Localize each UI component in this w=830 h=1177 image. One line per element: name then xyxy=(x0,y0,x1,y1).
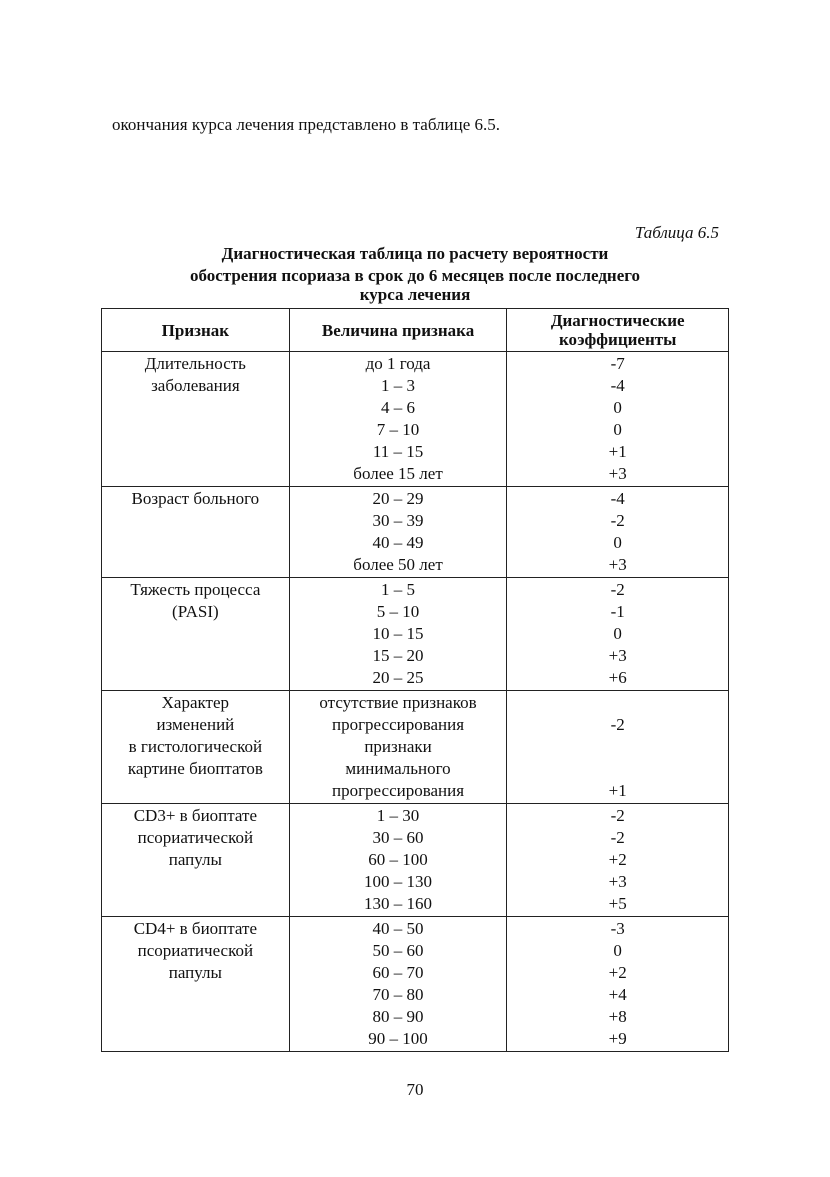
sign-line: (PASI) xyxy=(172,602,219,621)
value-line: 4 – 6 xyxy=(381,398,416,417)
value-line: более 15 лет xyxy=(353,464,443,483)
coefficient-cell xyxy=(507,691,729,804)
coefficient-cell xyxy=(507,578,729,691)
coefficient-line: +1 xyxy=(608,781,627,800)
coefficient-line: +1 xyxy=(608,442,627,461)
sign-line: в гистологической xyxy=(128,737,263,756)
sign-line xyxy=(102,645,289,667)
coefficient-line: -2 xyxy=(610,580,625,599)
table-header-row xyxy=(102,309,729,352)
value-line: 90 – 100 xyxy=(368,1029,428,1048)
header-coefficients-line: Диагностические xyxy=(550,311,685,330)
value-line: 7 – 10 xyxy=(376,420,420,439)
coefficient-line xyxy=(507,736,728,758)
coefficient-line: -2 xyxy=(610,715,625,734)
value-line: 60 – 70 xyxy=(372,963,424,982)
sign-line xyxy=(102,667,289,689)
value-line: признаки xyxy=(364,737,432,756)
value-line: прогрессирования xyxy=(331,781,465,800)
coefficient-line: -1 xyxy=(610,602,625,621)
sign-cell xyxy=(102,691,290,804)
sign-line xyxy=(102,554,289,576)
value-cell xyxy=(289,917,507,1052)
coefficient-line: +3 xyxy=(608,646,627,665)
coefficient-line: 0 xyxy=(613,420,622,439)
value-line: 1 – 3 xyxy=(381,376,416,395)
value-line: до 1 года xyxy=(365,354,431,373)
sign-line: папулы xyxy=(168,963,222,982)
table-row xyxy=(102,352,729,487)
coefficient-line: -2 xyxy=(610,511,625,530)
coefficient-line: +6 xyxy=(608,668,627,687)
sign-line xyxy=(102,1006,289,1028)
coefficient-line: +5 xyxy=(608,894,627,913)
coefficient-line: -2 xyxy=(610,828,625,847)
diagnostic-table xyxy=(101,308,729,1052)
value-line: 10 – 15 xyxy=(372,624,424,643)
value-line: 1 – 5 xyxy=(381,580,416,599)
value-line: прогрессирования xyxy=(331,715,465,734)
value-line: 20 – 25 xyxy=(372,668,424,687)
coefficient-line: +3 xyxy=(608,872,627,891)
coefficient-line: 0 xyxy=(613,941,622,960)
coefficient-cell xyxy=(507,917,729,1052)
sign-cell xyxy=(102,804,290,917)
coefficient-line: +8 xyxy=(608,1007,627,1026)
table-body xyxy=(102,352,729,1052)
sign-line: папулы xyxy=(168,850,222,869)
value-cell xyxy=(289,352,507,487)
table-label: Таблица 6.5 xyxy=(634,223,719,242)
table-row xyxy=(102,917,729,1052)
page-number: 70 xyxy=(406,1080,424,1099)
value-line: 11 – 15 xyxy=(372,442,424,461)
value-line: отсутствие признаков xyxy=(319,693,477,712)
coefficient-line: 0 xyxy=(613,624,622,643)
coefficient-line: +9 xyxy=(608,1029,627,1048)
table-title-line: обострения псориаза в срок до 6 месяцев после последнего xyxy=(189,266,641,285)
sign-line: Характер xyxy=(161,693,230,712)
sign-cell xyxy=(102,352,290,487)
coefficient-line: -7 xyxy=(610,354,625,373)
sign-line xyxy=(102,623,289,645)
value-line: 80 – 90 xyxy=(372,1007,424,1026)
sign-line: картине биоптатов xyxy=(127,759,263,778)
coefficient-line: -4 xyxy=(610,489,625,508)
value-line: 20 – 29 xyxy=(372,489,424,508)
coefficient-line: -4 xyxy=(610,376,625,395)
header-value: Величина признака xyxy=(289,309,507,352)
header-sign: Признак xyxy=(102,309,290,352)
sign-line: заболевания xyxy=(151,376,240,395)
intro-paragraph: окончания курса лечения представлено в таблице 6.5. xyxy=(112,115,501,134)
sign-line: Возраст больного xyxy=(131,489,260,508)
table-title-line: Диагностическая таблица по расчету вероятности xyxy=(221,244,609,263)
sign-line xyxy=(102,1028,289,1050)
value-line: минимального xyxy=(345,759,451,778)
value-line: 70 – 80 xyxy=(372,985,424,1004)
sign-line xyxy=(102,463,289,485)
value-line: 30 – 60 xyxy=(372,828,424,847)
coefficient-line: 0 xyxy=(613,533,622,552)
value-cell xyxy=(289,487,507,578)
value-line: 50 – 60 xyxy=(372,941,424,960)
table-row xyxy=(102,487,729,578)
sign-line xyxy=(102,510,289,532)
table-row xyxy=(102,804,729,917)
sign-line xyxy=(102,397,289,419)
coefficient-line: +4 xyxy=(608,985,627,1004)
value-line: 40 – 50 xyxy=(372,919,424,938)
coefficient-line xyxy=(507,692,728,714)
coefficient-line: -2 xyxy=(610,806,625,825)
value-line: более 50 лет xyxy=(353,555,443,574)
table-title xyxy=(100,243,730,303)
sign-cell xyxy=(102,578,290,691)
sign-line xyxy=(102,441,289,463)
coefficient-line: +3 xyxy=(608,464,627,483)
coefficient-line: +3 xyxy=(608,555,627,574)
sign-line: псориатической xyxy=(137,941,254,960)
header-coefficients xyxy=(507,309,729,352)
sign-line: Длительность xyxy=(144,354,246,373)
sign-line: изменений xyxy=(156,715,235,734)
value-line: 60 – 100 xyxy=(368,850,428,869)
sign-line xyxy=(102,893,289,915)
coefficient-line: -3 xyxy=(610,919,625,938)
coefficient-line: 0 xyxy=(613,398,622,417)
sign-line xyxy=(102,532,289,554)
sign-line xyxy=(102,984,289,1006)
coefficient-cell xyxy=(507,804,729,917)
value-line: 100 – 130 xyxy=(364,872,433,891)
coefficient-line xyxy=(507,758,728,780)
value-line: 5 – 10 xyxy=(376,602,420,621)
sign-line: CD3+ в биоптате xyxy=(133,806,257,825)
header-coefficients-line: коэффициенты xyxy=(558,330,677,349)
sign-line: псориатической xyxy=(137,828,254,847)
value-line: 30 – 39 xyxy=(372,511,424,530)
sign-cell xyxy=(102,917,290,1052)
coefficient-cell xyxy=(507,352,729,487)
sign-line xyxy=(102,871,289,893)
sign-line: CD4+ в биоптате xyxy=(133,919,257,938)
value-line: 1 – 30 xyxy=(376,806,420,825)
table-title-line: курса лечения xyxy=(359,285,471,304)
table-row xyxy=(102,691,729,804)
coefficient-line: +2 xyxy=(608,850,627,869)
coefficient-line: +2 xyxy=(608,963,627,982)
sign-line xyxy=(102,419,289,441)
value-line: 130 – 160 xyxy=(364,894,433,913)
sign-line xyxy=(102,780,289,802)
sign-cell xyxy=(102,487,290,578)
table-row xyxy=(102,578,729,691)
coefficient-cell xyxy=(507,487,729,578)
sign-line: Тяжесть процесса xyxy=(130,580,261,599)
value-line: 40 – 49 xyxy=(372,533,424,552)
value-cell xyxy=(289,691,507,804)
value-line: 15 – 20 xyxy=(372,646,424,665)
value-cell xyxy=(289,804,507,917)
value-cell xyxy=(289,578,507,691)
